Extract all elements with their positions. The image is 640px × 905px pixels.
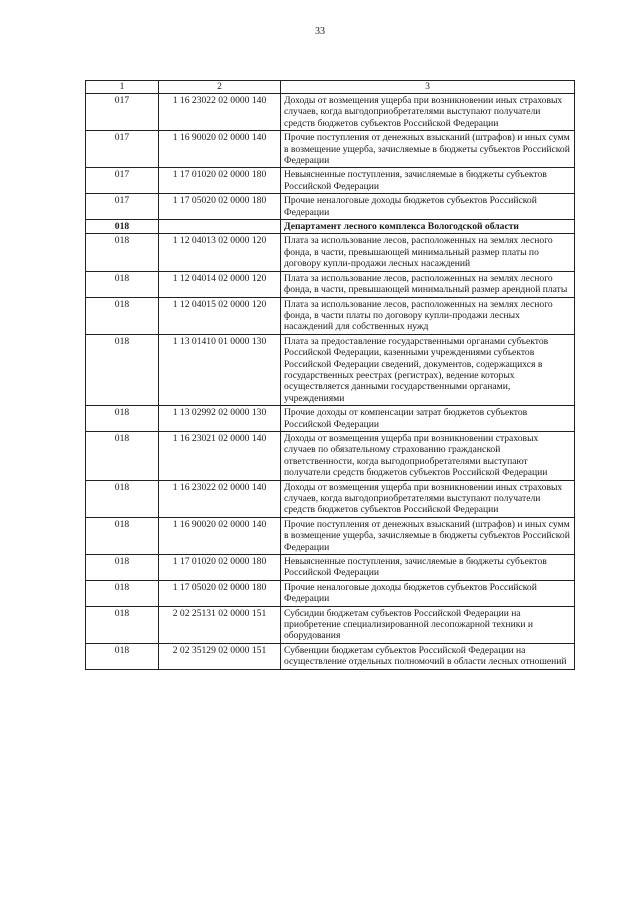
table-row bbox=[86, 517, 575, 554]
table-row bbox=[86, 480, 575, 517]
revenue-code-cell: 1 13 02992 02 0000 130 bbox=[159, 406, 281, 432]
admin-code-cell: 018 bbox=[86, 517, 159, 554]
revenue-code-cell: 1 17 01020 02 0000 180 bbox=[159, 168, 281, 194]
admin-code-cell: 018 bbox=[86, 297, 159, 334]
revenue-name-cell: Доходы от возмещения ущерба при возникновении страховых случаев по обязательному страхованию гражданской ответственности, когда выгодоприобретателями выступают получатели средств бюджетов субъектов Российской Федерации bbox=[281, 431, 575, 480]
page-number: 33 bbox=[315, 26, 325, 37]
revenue-code-cell: 1 17 05020 02 0000 180 bbox=[159, 194, 281, 220]
revenue-name-cell: Невыясненные поступления, зачисляемые в бюджеты субъектов Российской Федерации bbox=[281, 168, 575, 194]
revenue-code-cell: 2 02 25131 02 0000 151 bbox=[159, 606, 281, 643]
revenue-codes-table bbox=[85, 80, 575, 670]
revenue-code-cell: 1 12 04014 02 0000 120 bbox=[159, 271, 281, 297]
revenue-code-cell: 2 02 35129 02 0000 151 bbox=[159, 643, 281, 669]
revenue-code-cell: 1 16 90020 02 0000 140 bbox=[159, 517, 281, 554]
table-row bbox=[86, 606, 575, 643]
revenue-name-cell: Прочие доходы от компенсации затрат бюджетов субъектов Российской Федерации bbox=[281, 406, 575, 432]
revenue-name-cell: Прочие неналоговые доходы бюджетов субъектов Российской Федерации bbox=[281, 580, 575, 606]
column-header-2: 2 bbox=[159, 81, 281, 94]
table-row bbox=[86, 431, 575, 480]
table-row bbox=[86, 194, 575, 220]
admin-code-cell: 018 bbox=[86, 220, 159, 234]
table-row bbox=[86, 271, 575, 297]
table-row bbox=[86, 555, 575, 581]
admin-code-cell: 018 bbox=[86, 480, 159, 517]
table-header-row bbox=[86, 81, 575, 94]
admin-code-cell: 018 bbox=[86, 555, 159, 581]
revenue-name-cell: Доходы от возмещения ущерба при возникновении иных страховых случаев, когда выгодоприобретателями выступают получатели средств бюджетов субъектов Российской Федерации bbox=[281, 480, 575, 517]
revenue-name-cell: Департамент лесного комплекса Вологодской области bbox=[281, 220, 575, 234]
revenue-code-cell: 1 16 90020 02 0000 140 bbox=[159, 131, 281, 168]
revenue-name-cell: Прочие поступления от денежных взысканий (штрафов) и иных сумм в возмещение ущерба, зачисляемые в бюджеты субъектов Российской Федерации bbox=[281, 517, 575, 554]
revenue-code-cell: 1 16 23022 02 0000 140 bbox=[159, 480, 281, 517]
section-row bbox=[86, 220, 575, 234]
table-body bbox=[86, 94, 575, 670]
admin-code-cell: 018 bbox=[86, 643, 159, 669]
table-row bbox=[86, 334, 575, 405]
revenue-name-cell: Плата за использование лесов, расположенных на землях лесного фонда, в части платы по договору купли-продажи лесных насаждений для собственных нужд bbox=[281, 297, 575, 334]
revenue-code-cell: 1 17 01020 02 0000 180 bbox=[159, 555, 281, 581]
admin-code-cell: 017 bbox=[86, 131, 159, 168]
revenue-name-cell: Прочие неналоговые доходы бюджетов субъектов Российской Федерации bbox=[281, 194, 575, 220]
table-row bbox=[86, 94, 575, 131]
admin-code-cell: 018 bbox=[86, 271, 159, 297]
admin-code-cell: 018 bbox=[86, 234, 159, 271]
admin-code-cell: 017 bbox=[86, 194, 159, 220]
admin-code-cell: 017 bbox=[86, 94, 159, 131]
revenue-code-cell: 1 17 05020 02 0000 180 bbox=[159, 580, 281, 606]
column-header-3: 3 bbox=[281, 81, 575, 94]
admin-code-cell: 018 bbox=[86, 406, 159, 432]
revenue-code-cell: 1 13 01410 01 0000 130 bbox=[159, 334, 281, 405]
revenue-code-cell: 1 16 23021 02 0000 140 bbox=[159, 431, 281, 480]
revenue-code-cell: 1 12 04013 02 0000 120 bbox=[159, 234, 281, 271]
admin-code-cell: 018 bbox=[86, 580, 159, 606]
admin-code-cell: 017 bbox=[86, 168, 159, 194]
table-row bbox=[86, 168, 575, 194]
admin-code-cell: 018 bbox=[86, 334, 159, 405]
revenue-code-cell: 1 12 04015 02 0000 120 bbox=[159, 297, 281, 334]
revenue-name-cell: Доходы от возмещения ущерба при возникновении иных страховых случаев, когда выгодоприобретателями выступают получатели средств бюджетов субъектов Российской Федерации bbox=[281, 94, 575, 131]
admin-code-cell: 018 bbox=[86, 606, 159, 643]
revenue-name-cell: Субсидии бюджетам субъектов Российской Федерации на приобретение специализированной лесопожарной техники и оборудования bbox=[281, 606, 575, 643]
table-row bbox=[86, 234, 575, 271]
table-row bbox=[86, 406, 575, 432]
revenue-code-cell bbox=[159, 220, 281, 234]
revenue-name-cell: Плата за предоставление государственными органами субъектов Российской Федерации, казенными учреждениями субъектов Российской Федерации сведений, документов, содержащихся в государственных реестрах (регистрах), ведение которых осуществляется данными государственными органами, учреждениями bbox=[281, 334, 575, 405]
revenue-code-cell: 1 16 23022 02 0000 140 bbox=[159, 94, 281, 131]
table-row bbox=[86, 297, 575, 334]
revenue-name-cell: Плата за использование лесов, расположенных на землях лесного фонда, в части, превышающей минимальный размер платы по договору купли-продажи лесных насаждений bbox=[281, 234, 575, 271]
column-header-1: 1 bbox=[86, 81, 159, 94]
revenue-name-cell: Невыясненные поступления, зачисляемые в бюджеты субъектов Российской Федерации bbox=[281, 555, 575, 581]
table-row bbox=[86, 580, 575, 606]
revenue-name-cell: Субвенции бюджетам субъектов Российской Федерации на осуществление отдельных полномочий в области лесных отношений bbox=[281, 643, 575, 669]
table-row bbox=[86, 643, 575, 669]
revenue-name-cell: Прочие поступления от денежных взысканий (штрафов) и иных сумм в возмещение ущерба, зачисляемые в бюджеты субъектов Российской Федерации bbox=[281, 131, 575, 168]
table-row bbox=[86, 131, 575, 168]
admin-code-cell: 018 bbox=[86, 431, 159, 480]
revenue-name-cell: Плата за использование лесов, расположенных на землях лесного фонда, в части, превышающей минимальный размер арендной платы bbox=[281, 271, 575, 297]
